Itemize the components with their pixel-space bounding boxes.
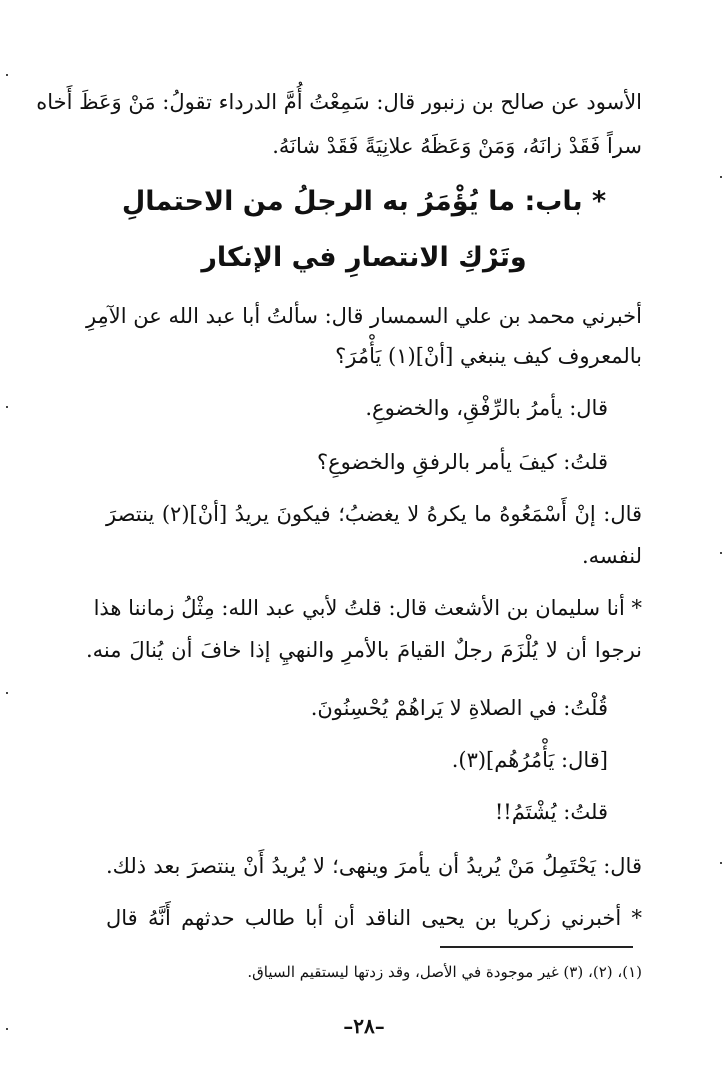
scan-speck	[720, 176, 722, 178]
section-heading-line-1: * باب: ما يُؤْمَرُ به الرجلُ من الاحتمالِ	[121, 186, 607, 217]
scan-speck	[6, 1028, 8, 1030]
section-heading-line-2: وتَرْكِ الانتصارِ في الإنكار	[201, 242, 527, 273]
scan-speck	[6, 692, 8, 694]
paragraph-line-9: قُلْتُ: في الصلاةِ لا يَراهُمْ يُحْسِنُونَ.	[310, 696, 608, 720]
page-number: –٢٨–	[343, 1014, 385, 1038]
footnote: (١)، (٢)، (٣) غير موجودة في الأصل، وقد زدتها ليستقيم السياق.	[247, 963, 642, 981]
paragraph-line-6: لنفسه.	[581, 544, 642, 568]
scan-speck	[6, 406, 8, 408]
paragraph-line-8: نرجوا أن لا يُلْزَمَ رجلٌ القيامَ بالأمرِ والنهيِ إذا خافَ أن يُنالَ منه.	[86, 638, 642, 662]
paragraph-line-12: قال: يَحْتَمِلُ مَنْ يُريدُ أن يأمرَ وينهى؛ لا يُريدُ أَنْ ينتصرَ بعد ذلك.	[106, 854, 642, 878]
body-line-2: سراً فَقَدْ زانَهُ، وَمَنْ وَعَظَهُ علانِيَةً فَقَدْ شانَهُ.	[272, 134, 642, 158]
scan-speck	[6, 74, 8, 76]
paragraph-line-4: قلتُ: كيفَ يأمر بالرفقِ والخضوعِ؟	[317, 450, 608, 474]
paragraph-line-13: * أخبرني زكريا بن يحيى الناقد أن أبا طالب حدثهم أَنَّهُ قال	[106, 906, 642, 930]
footnote-separator	[440, 946, 633, 948]
paragraph-line-3: قال: يأمرُ بالرِّفْقِ، والخضوعِ.	[365, 396, 608, 420]
body-line-1: الأسود عن صالح بن زنبور قال: سَمِعْتُ أُمَّ الدرداء تقولُ: مَنْ وَعَظَ أَخاه	[36, 90, 642, 114]
paragraph-line-7: * أنا سليمان بن الأشعث قال: قلتُ لأبي عبد الله: مِثْلُ زماننا هذا	[93, 596, 642, 620]
scan-speck	[720, 862, 722, 864]
paragraph-line-2: بالمعروف كيف ينبغي [أنْ](١) يَأْمُرَ؟	[335, 344, 642, 368]
paragraph-line-10: [قال: يَأْمُرُهُم](٣).	[451, 748, 608, 772]
paragraph-line-5: قال: إنْ أَسْمَعُوهُ ما يكرهُ لا يغضبُ؛ فيكونَ يريدُ [أنْ](٢) ينتصرَ	[106, 502, 643, 526]
paragraph-line-11: قلتُ: يُشْتَمُ!!	[494, 800, 608, 824]
scan-speck	[720, 552, 722, 554]
paragraph-line-1: أخبرني محمد بن علي السمسار قال: سألتُ أبا عبد الله عن الآمِرِ	[85, 304, 642, 328]
